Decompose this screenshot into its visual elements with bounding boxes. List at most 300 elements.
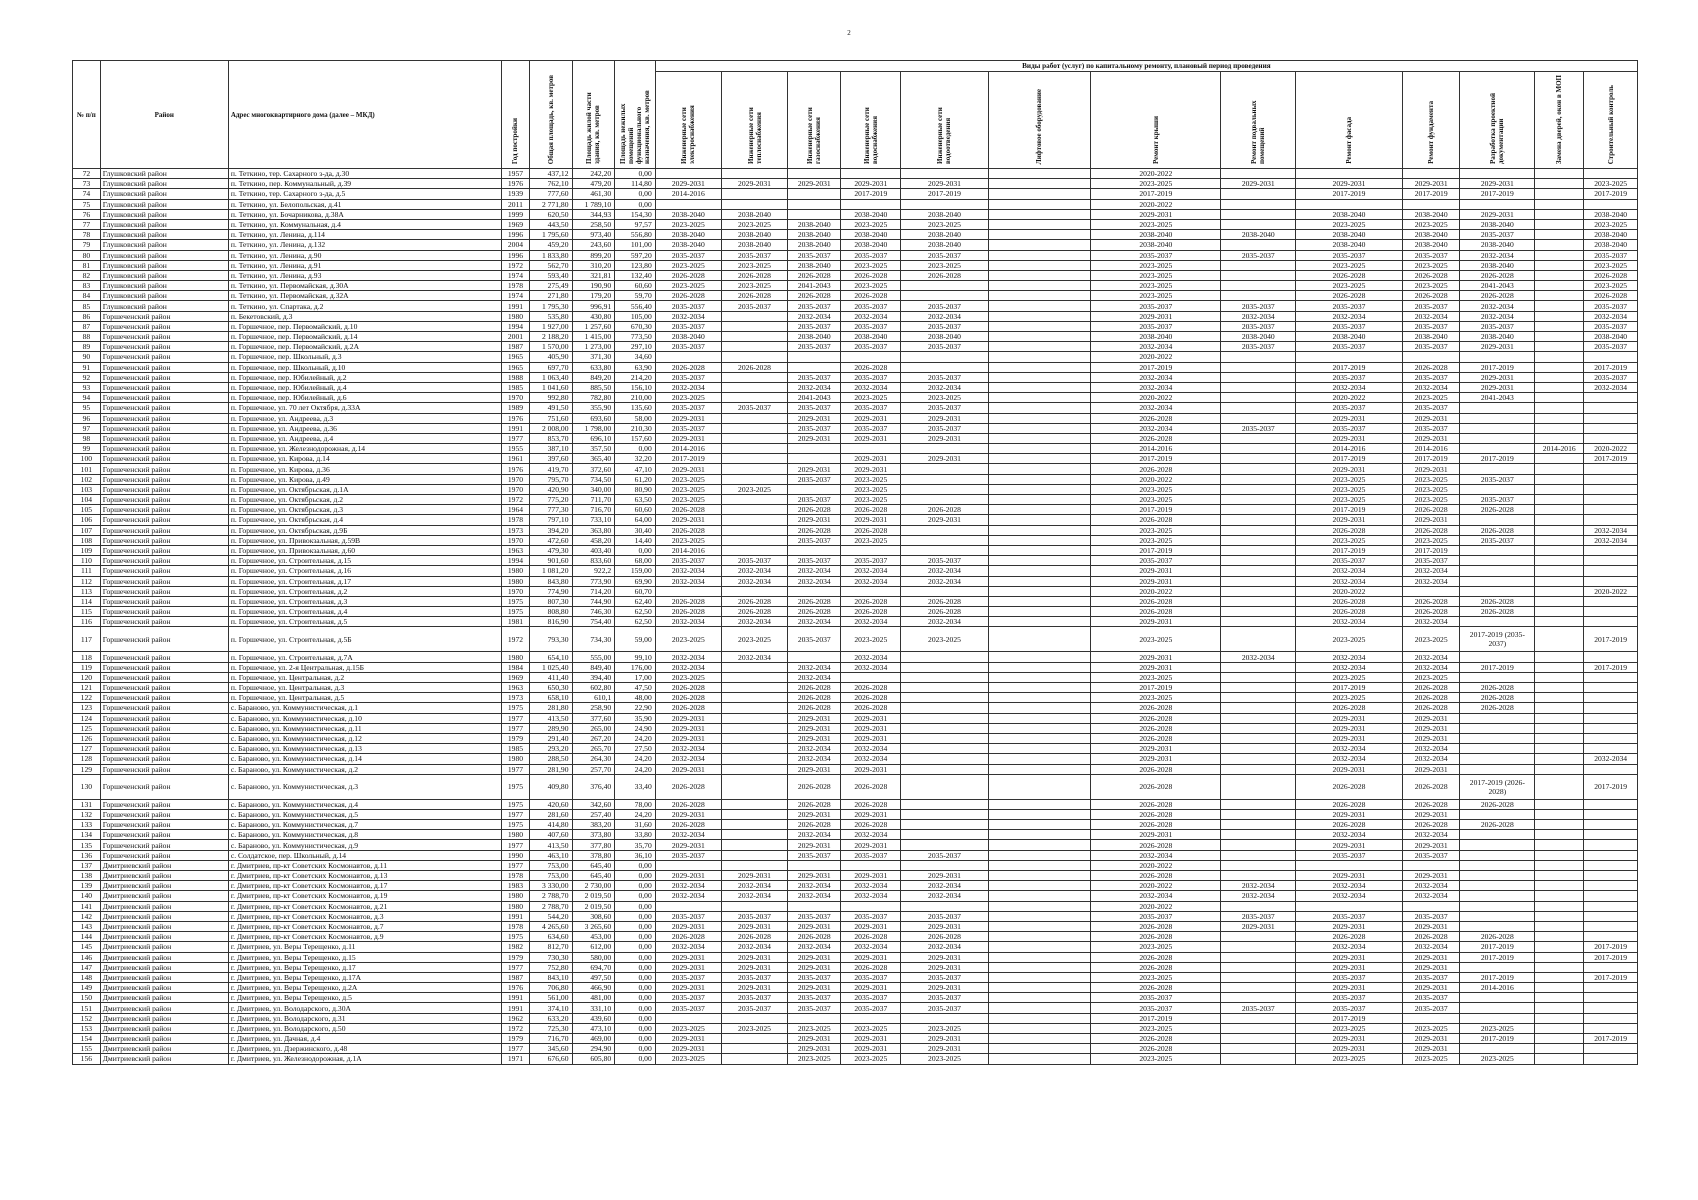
table-cell: 2029-2031	[1402, 515, 1460, 525]
table-cell: 1994	[502, 321, 530, 331]
table-cell	[1584, 505, 1638, 515]
table-cell: 2035-2037	[1584, 301, 1638, 311]
table-cell: 2038-2040	[655, 209, 721, 219]
table-cell: 2026-2028	[1091, 1034, 1221, 1044]
table-cell	[1535, 556, 1584, 566]
table-row	[73, 556, 1638, 566]
table-cell	[1535, 850, 1584, 860]
table-row	[73, 311, 1638, 321]
table-cell	[1535, 209, 1584, 219]
table-cell: 1974	[502, 291, 530, 301]
table-cell: п. Горшечное, ул. Строительная, д.2	[228, 586, 501, 596]
table-cell: Дмитриевский район	[100, 952, 228, 962]
table-cell: Горшеченский район	[100, 820, 228, 830]
table-cell: 694,70	[572, 962, 615, 972]
table-cell	[1535, 871, 1584, 881]
table-cell: 654,10	[529, 652, 572, 662]
table-cell: 2020-2022	[1584, 586, 1638, 596]
table-cell	[1460, 617, 1535, 627]
table-cell: 2038-2040	[1402, 240, 1460, 250]
table-cell	[1460, 764, 1535, 774]
table-cell: 2032-2034	[721, 891, 787, 901]
table-cell: 2029-2031	[841, 764, 901, 774]
table-cell: Горшеченский район	[100, 627, 228, 652]
table-cell: 556,80	[615, 230, 656, 240]
table-cell: 136	[73, 850, 101, 860]
table-cell: 101,00	[615, 240, 656, 250]
table-cell: п. Горшечное, ул. 70 лет Октября, д.33А	[228, 403, 501, 413]
table-cell	[1535, 713, 1584, 723]
table-cell: 69,90	[615, 576, 656, 586]
table-cell: 2026-2028	[1402, 270, 1460, 280]
table-cell	[1221, 556, 1296, 566]
table-cell	[1535, 525, 1584, 535]
table-cell: 31,60	[615, 820, 656, 830]
table-cell: 2032-2034	[655, 652, 721, 662]
table-cell: 466,90	[572, 983, 615, 993]
col-work-3: Инженерные сети водоснабжения	[841, 72, 901, 169]
table-cell: 2029-2031	[901, 1034, 989, 1044]
table-cell: 2032-2034	[1584, 754, 1638, 764]
table-cell: Горшеченский район	[100, 545, 228, 555]
table-cell: 2026-2028	[1460, 703, 1535, 713]
table-cell	[901, 474, 989, 484]
table-cell	[1460, 169, 1535, 179]
table-cell: 2035-2037	[788, 911, 841, 921]
table-cell: 377,60	[572, 713, 615, 723]
table-cell	[1584, 830, 1638, 840]
table-cell	[1221, 444, 1296, 454]
table-cell: 2032-2034	[1221, 891, 1296, 901]
table-cell: 2026-2028	[788, 607, 841, 617]
table-cell: 2032-2034	[655, 881, 721, 891]
table-cell	[1460, 871, 1535, 881]
table-cell: 2038-2040	[1584, 240, 1638, 250]
table-cell: 2023-2025	[841, 484, 901, 494]
works-title: Виды работ (услуг) по капитальному ремонту, плановый период проведения	[655, 61, 1637, 72]
table-cell	[1460, 576, 1535, 586]
table-cell: 2032-2034	[1221, 311, 1296, 321]
table-cell	[1535, 382, 1584, 392]
table-row	[73, 921, 1638, 931]
table-cell	[788, 901, 841, 911]
table-cell: 2026-2028	[655, 774, 721, 799]
table-cell: 60,60	[615, 281, 656, 291]
table-cell	[788, 1013, 841, 1023]
table-cell: 34,60	[615, 352, 656, 362]
table-cell: 469,00	[572, 1034, 615, 1044]
table-cell: 2029-2031	[1402, 433, 1460, 443]
table-cell	[988, 576, 1090, 586]
table-cell: 2035-2037	[841, 372, 901, 382]
col-work-1: Инженерные сети теплоснабжения	[721, 72, 787, 169]
table-cell: 2029-2031	[655, 952, 721, 962]
table-cell: 2032-2034	[655, 891, 721, 901]
table-cell	[988, 952, 1090, 962]
table-row	[73, 993, 1638, 1003]
table-cell: 2023-2025	[1296, 627, 1403, 652]
table-cell: 2026-2028	[841, 270, 901, 280]
table-cell	[1221, 505, 1296, 515]
table-cell: 59,70	[615, 291, 656, 301]
table-cell: 2023-2025	[655, 260, 721, 270]
table-cell: 2026-2028	[841, 505, 901, 515]
table-cell: г. Дмитриев, ул. Дзержинского, д.48	[228, 1044, 501, 1054]
table-cell: 2023-2025	[655, 474, 721, 484]
table-cell: 1972	[502, 627, 530, 652]
table-cell: 696,10	[572, 433, 615, 443]
col-area-living: Площадь жилой части здания, кв. метров	[572, 61, 615, 169]
table-cell	[988, 901, 1090, 911]
table-cell: 138	[73, 871, 101, 881]
table-cell: 2029-2031	[1402, 962, 1460, 972]
table-cell	[1535, 281, 1584, 291]
table-cell	[1584, 850, 1638, 860]
table-cell: 2017-2019	[1402, 189, 1460, 199]
table-cell: 35,70	[615, 840, 656, 850]
table-cell: 2032-2034	[788, 566, 841, 576]
table-cell	[1460, 860, 1535, 870]
table-cell: 453,00	[572, 932, 615, 942]
table-cell: 111	[73, 566, 101, 576]
table-cell: 853,70	[529, 433, 572, 443]
table-cell: 2026-2028	[1460, 932, 1535, 942]
table-cell: 119	[73, 662, 101, 672]
table-cell: 1 081,20	[529, 566, 572, 576]
table-cell: 777,30	[529, 505, 572, 515]
table-cell: 2023-2025	[1091, 672, 1221, 682]
table-cell: 1979	[502, 952, 530, 962]
table-cell: п. Теткино, ул. Ленина, д.91	[228, 260, 501, 270]
table-cell: 2035-2037	[1584, 372, 1638, 382]
table-cell	[988, 596, 1090, 606]
table-cell: 2014-2016	[1402, 444, 1460, 454]
table-cell: 2029-2031	[655, 983, 721, 993]
table-cell: 479,30	[529, 545, 572, 555]
table-cell: 308,60	[572, 911, 615, 921]
table-cell: 2026-2028	[1091, 764, 1221, 774]
table-cell: 2035-2037	[721, 993, 787, 1003]
table-cell: 1970	[502, 474, 530, 484]
table-cell: 149	[73, 983, 101, 993]
table-cell: 2017-2019	[1584, 454, 1638, 464]
table-cell: 413,50	[529, 840, 572, 850]
table-cell: 2026-2028	[1091, 1044, 1221, 1054]
col-work-11: Замена дверей, окон в МОП	[1535, 72, 1584, 169]
table-cell	[1535, 983, 1584, 993]
table-cell: 2035-2037	[841, 423, 901, 433]
table-cell: Горшеченский район	[100, 403, 228, 413]
table-cell: 2035-2037	[1091, 301, 1221, 311]
table-cell	[901, 281, 989, 291]
table-cell: п. Горшечное, ул. 2-я Центральная, д.15Б	[228, 662, 501, 672]
table-cell: 2026-2028	[655, 799, 721, 809]
table-cell: 2029-2031	[1402, 733, 1460, 743]
table-cell: 310,20	[572, 260, 615, 270]
table-cell	[1584, 932, 1638, 942]
table-cell: 2029-2031	[721, 179, 787, 189]
table-cell: 645,40	[572, 871, 615, 881]
table-cell: Горшеченский район	[100, 413, 228, 423]
table-cell: 2023-2025	[1584, 219, 1638, 229]
table-cell	[1221, 433, 1296, 443]
table-cell	[1460, 199, 1535, 209]
table-cell	[1221, 764, 1296, 774]
table-row	[73, 891, 1638, 901]
table-cell: 1965	[502, 352, 530, 362]
table-cell: 2026-2028	[1091, 433, 1221, 443]
table-cell	[1221, 871, 1296, 881]
table-row	[73, 871, 1638, 881]
table-cell: 2026-2028	[1091, 871, 1221, 881]
table-cell: 2026-2028	[655, 607, 721, 617]
table-cell: 120	[73, 672, 101, 682]
table-cell: 2035-2037	[788, 474, 841, 484]
table-cell: 1984	[502, 662, 530, 672]
table-row	[73, 733, 1638, 743]
table-cell: 2035-2037	[1460, 321, 1535, 331]
table-cell: 2032-2034	[1402, 891, 1460, 901]
table-cell: 1985	[502, 744, 530, 754]
table-cell: 2023-2025	[655, 393, 721, 403]
table-row	[73, 454, 1638, 464]
table-cell	[1221, 454, 1296, 464]
table-cell: 1962	[502, 1013, 530, 1023]
table-cell: 2026-2028	[1091, 962, 1221, 972]
table-cell	[721, 799, 787, 809]
table-cell	[1460, 962, 1535, 972]
table-cell: 443,50	[529, 219, 572, 229]
table-cell	[1535, 332, 1584, 342]
table-cell	[721, 393, 787, 403]
table-cell	[988, 1003, 1090, 1013]
table-cell: 2032-2034	[1296, 662, 1403, 672]
table-cell	[1221, 713, 1296, 723]
table-cell: 2026-2028	[1402, 596, 1460, 606]
table-cell: г. Дмитриев, ул. Веры Терещенко, д.2А	[228, 983, 501, 993]
table-cell	[988, 311, 1090, 321]
table-cell: 116	[73, 617, 101, 627]
table-cell: 357,50	[572, 444, 615, 454]
table-cell: 1994	[502, 556, 530, 566]
table-cell	[1221, 774, 1296, 799]
table-row	[73, 484, 1638, 494]
table-cell	[721, 1054, 787, 1064]
table-cell: 2014-2016	[655, 545, 721, 555]
table-cell: 2029-2031	[1091, 744, 1221, 754]
col-area-total: Общая площадь, кв. метров	[529, 61, 572, 169]
table-cell: 1976	[502, 983, 530, 993]
table-cell: г. Дмитриев, ул. Володарского, д.30А	[228, 1003, 501, 1013]
table-cell	[901, 545, 989, 555]
table-cell: 463,10	[529, 850, 572, 860]
table-cell: 2035-2037	[1221, 301, 1296, 311]
table-cell	[1460, 733, 1535, 743]
table-cell: 2038-2040	[721, 230, 787, 240]
table-cell	[1221, 413, 1296, 423]
table-cell: 2023-2025	[841, 495, 901, 505]
table-cell: 155	[73, 1044, 101, 1054]
table-cell: 2020-2022	[1296, 393, 1403, 403]
table-cell: 148	[73, 972, 101, 982]
table-cell	[1584, 474, 1638, 484]
table-cell: Дмитриевский район	[100, 983, 228, 993]
table-cell: 35,90	[615, 713, 656, 723]
table-cell	[1221, 693, 1296, 703]
table-cell: 746,30	[572, 607, 615, 617]
table-cell	[1221, 830, 1296, 840]
table-cell: 2035-2037	[655, 342, 721, 352]
table-row	[73, 413, 1638, 423]
table-cell: 2023-2025	[1296, 281, 1403, 291]
table-cell	[721, 860, 787, 870]
table-cell: 83	[73, 281, 101, 291]
table-cell: 762,10	[529, 179, 572, 189]
table-cell: 612,00	[572, 942, 615, 952]
table-cell: 922,2	[572, 566, 615, 576]
table-cell: 109	[73, 545, 101, 555]
table-cell	[988, 209, 1090, 219]
table-cell: 733,10	[572, 515, 615, 525]
table-cell	[1535, 464, 1584, 474]
table-cell: 258,50	[572, 219, 615, 229]
table-cell: 597,20	[615, 250, 656, 260]
table-cell	[1535, 474, 1584, 484]
table-row	[73, 495, 1638, 505]
table-cell: 154	[73, 1034, 101, 1044]
table-cell: 716,70	[529, 1034, 572, 1044]
table-row	[73, 901, 1638, 911]
table-cell: 716,70	[572, 505, 615, 515]
table-cell: 2035-2037	[1402, 911, 1460, 921]
table-cell: 2032-2034	[841, 617, 901, 627]
table-cell: 264,30	[572, 754, 615, 764]
table-cell	[1535, 764, 1584, 774]
table-cell: 2026-2028	[655, 291, 721, 301]
table-cell: 2026-2028	[841, 607, 901, 617]
table-cell: 2035-2037	[1091, 911, 1221, 921]
table-cell	[788, 362, 841, 372]
table-cell: 1979	[502, 1034, 530, 1044]
table-cell: 2023-2025	[1091, 535, 1221, 545]
table-cell: 711,70	[572, 495, 615, 505]
table-cell: 2029-2031	[841, 983, 901, 993]
table-cell: 2035-2037	[1402, 423, 1460, 433]
table-cell: 2029-2031	[1296, 733, 1403, 743]
table-cell: 2032-2034	[788, 662, 841, 672]
table-cell: 2035-2037	[841, 993, 901, 1003]
table-cell: 73	[73, 179, 101, 189]
table-cell: 62,40	[615, 596, 656, 606]
table-cell: 2026-2028	[841, 962, 901, 972]
table-cell: 2004	[502, 240, 530, 250]
table-cell	[1535, 1044, 1584, 1054]
table-cell: 2032-2034	[1402, 576, 1460, 586]
table-cell: п. Горшечное, пер. Юбилейный, д.4	[228, 382, 501, 392]
table-cell: 2032-2034	[655, 744, 721, 754]
table-cell: 808,80	[529, 607, 572, 617]
table-cell: Горшеченский район	[100, 672, 228, 682]
table-cell	[788, 545, 841, 555]
table-cell: 420,90	[529, 484, 572, 494]
table-cell	[1584, 566, 1638, 576]
table-cell: 580,00	[572, 952, 615, 962]
table-cell: Дмитриевский район	[100, 881, 228, 891]
table-cell: 2023-2025	[1402, 1023, 1460, 1033]
table-cell	[721, 1034, 787, 1044]
table-cell	[1535, 932, 1584, 942]
table-cell: 2041-2043	[788, 281, 841, 291]
table-cell: 2035-2037	[1584, 250, 1638, 260]
table-cell: г. Дмитриев, пр-кт Советских Космонавтов, д.3	[228, 911, 501, 921]
table-cell	[655, 1013, 721, 1023]
table-cell	[721, 693, 787, 703]
table-cell: 2023-2025	[1296, 672, 1403, 682]
table-cell: 2029-2031	[1402, 1034, 1460, 1044]
table-cell: 849,20	[572, 372, 615, 382]
table-cell: 2035-2037	[1221, 911, 1296, 921]
table-cell	[721, 505, 787, 515]
table-cell: 2029-2031	[1091, 662, 1221, 672]
table-cell: п. Теткино, пер. Коммунальный, д.39	[228, 179, 501, 189]
table-cell	[1535, 342, 1584, 352]
table-cell	[1535, 1003, 1584, 1013]
table-cell: 210,30	[615, 423, 656, 433]
col-work-4: Инженерные сети водоотведения	[901, 72, 989, 169]
table-cell: 1999	[502, 209, 530, 219]
table-cell: 1977	[502, 809, 530, 819]
table-cell: 1 927,00	[529, 321, 572, 331]
table-cell	[1584, 881, 1638, 891]
table-cell: 374,10	[529, 1003, 572, 1013]
table-cell: 0,00	[615, 1054, 656, 1064]
table-cell: 2029-2031	[841, 1034, 901, 1044]
table-cell: 2032-2034	[1296, 311, 1403, 321]
table-cell: 2035-2037	[901, 556, 989, 566]
table-cell	[988, 352, 1090, 362]
table-cell: 2035-2037	[788, 556, 841, 566]
table-cell	[1221, 1013, 1296, 1023]
table-cell: 2023-2025	[788, 1023, 841, 1033]
table-cell	[1584, 744, 1638, 754]
table-cell: 2032-2034	[721, 942, 787, 952]
table-cell	[1535, 169, 1584, 179]
table-cell: 2029-2031	[1296, 433, 1403, 443]
table-cell: 60,70	[615, 586, 656, 596]
table-cell: 2026-2028	[1296, 607, 1403, 617]
table-cell: с. Бараново, ул. Коммунистическая, д.3	[228, 774, 501, 799]
table-cell: 1939	[502, 189, 530, 199]
table-cell	[901, 703, 989, 713]
table-cell: 123	[73, 703, 101, 713]
table-cell: 2035-2037	[841, 342, 901, 352]
table-cell: 2023-2025	[1402, 474, 1460, 484]
table-cell: 2 019,50	[572, 891, 615, 901]
table-cell	[901, 723, 989, 733]
table-cell: 773,90	[572, 576, 615, 586]
table-cell	[1584, 983, 1638, 993]
table-cell: 2017-2019	[1584, 942, 1638, 952]
table-cell: п. Теткино, ул. Ленина, д.114	[228, 230, 501, 240]
table-cell: 2032-2034	[788, 311, 841, 321]
table-cell: 2038-2040	[1221, 332, 1296, 342]
table-row	[73, 281, 1638, 291]
table-cell	[1402, 860, 1460, 870]
table-cell	[721, 474, 787, 484]
table-cell	[1535, 270, 1584, 280]
table-cell: 2023-2025	[655, 219, 721, 229]
table-cell: 2023-2025	[841, 535, 901, 545]
